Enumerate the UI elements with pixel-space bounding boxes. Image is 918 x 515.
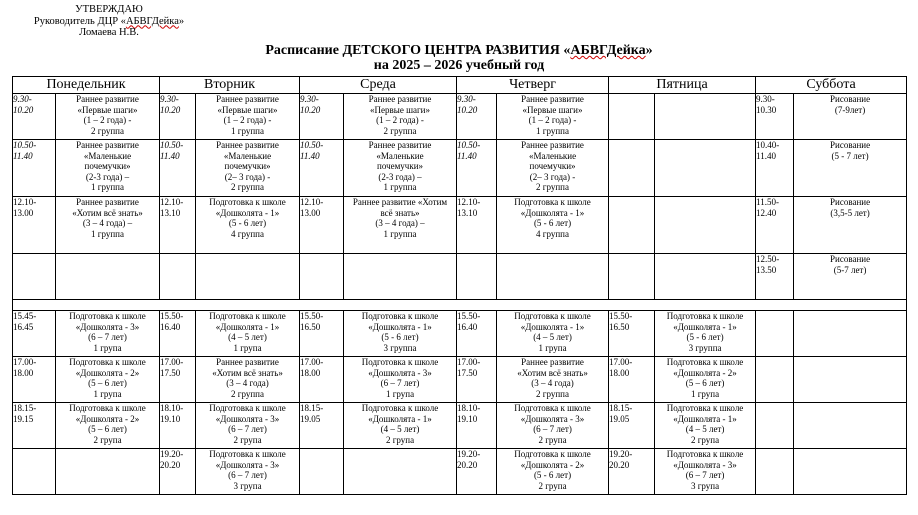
activity-line: почемучки» <box>224 161 271 171</box>
time-cell <box>609 140 655 197</box>
activity-line: (4 – 5 лет) <box>380 424 420 434</box>
activity-cell <box>56 197 160 254</box>
activity-line: (5 - 6 лет) <box>381 332 419 342</box>
activity-line: Рисование <box>830 94 871 104</box>
activity-line: 1 группа <box>383 228 417 239</box>
activity-cell <box>344 140 457 197</box>
activity-line: (2– 3 года) - <box>224 171 271 182</box>
schedule-row <box>13 403 907 449</box>
activity-line: (6 – 7 лет) <box>685 470 725 480</box>
time-cell: 17.00- 18.00 <box>300 357 344 403</box>
activity-cell <box>497 357 609 403</box>
time-cell <box>300 254 344 300</box>
schedule-body <box>13 94 907 495</box>
activity-line: «Маленькие <box>83 150 132 161</box>
activity-line: (5 - 6 лет) <box>686 332 724 342</box>
activity-line: 2 група <box>93 434 122 445</box>
activity-cell <box>196 254 300 300</box>
activity-line: 2 група <box>233 434 262 445</box>
activity-cell <box>794 403 907 449</box>
approval-block <box>24 4 194 39</box>
activity-line: 1 група <box>93 342 122 353</box>
time-cell: 19.20- 20.20 <box>160 449 196 495</box>
activity-line: (6 – 7 лет) <box>228 424 267 434</box>
time-cell: 18.15- 19.05 <box>300 403 344 449</box>
activity-line: «Дошколята - 1» <box>673 321 737 332</box>
activity-cell <box>655 403 756 449</box>
activity-line: Раннее развитие <box>521 357 584 367</box>
activity-line: Подготовка к школе <box>209 403 286 413</box>
time-cell <box>609 94 655 140</box>
activity-cell <box>794 197 907 254</box>
time-cell <box>13 254 56 300</box>
activity-line: (7-9лет) <box>834 104 866 115</box>
activity-cell <box>196 403 300 449</box>
time-cell: 12.10- 13.10 <box>457 197 497 254</box>
activity-line: 2 група <box>385 434 415 445</box>
activity-cell <box>56 403 160 449</box>
activity-line: Раннее развитие <box>76 94 139 104</box>
time-cell: 11.50- 12.40 <box>756 197 794 254</box>
activity-line: 3 группа <box>383 342 417 353</box>
activity-cell <box>497 311 609 357</box>
activity-line: (5 - 7 лет) <box>831 150 869 161</box>
time-cell: 10.50- 11.40 <box>457 140 497 197</box>
schedule-row <box>13 449 907 495</box>
activity-line: «Дошколята - 1» <box>368 321 432 332</box>
time-cell: 18.15- 19.15 <box>13 403 56 449</box>
time-cell: 9.30- 10.20 <box>300 94 344 140</box>
activity-cell <box>655 197 756 254</box>
activity-cell <box>56 311 160 357</box>
activity-line: 2 группа <box>383 125 417 136</box>
activity-cell <box>497 403 609 449</box>
activity-cell <box>344 94 457 140</box>
activity-cell <box>196 449 300 495</box>
activity-cell <box>56 94 160 140</box>
activity-line: (5 - 6 лет) <box>533 470 572 480</box>
time-cell: 12.10- 13.00 <box>13 197 56 254</box>
activity-line: (6 – 7 лет) <box>380 378 420 388</box>
activity-line: «Хотим всё знать» <box>212 367 283 378</box>
title-center-name: АБВГДейка <box>570 43 646 58</box>
activity-line: 2 група <box>538 480 567 491</box>
approval-line2-suffix: » <box>178 15 185 27</box>
time-cell: 17.00- 17.50 <box>160 357 196 403</box>
activity-cell <box>56 254 160 300</box>
activity-cell <box>196 94 300 140</box>
activity-cell <box>344 449 457 495</box>
time-cell: 9.30- 10.20 <box>13 94 56 140</box>
activity-line: (6 – 7 лет) <box>88 332 127 342</box>
activity-cell <box>196 140 300 197</box>
activity-line: 1 група <box>690 388 720 399</box>
schedule-row <box>13 197 907 254</box>
activity-line: Раннее развитие <box>368 94 432 104</box>
activity-line: Подготовка к школе <box>209 311 286 321</box>
activity-line: «Дошколята - 2» <box>75 367 140 378</box>
activity-line: (5 – 6 лет) <box>88 424 127 434</box>
day-header-thu: Четверг <box>457 77 609 94</box>
activity-line: «Дошколята - 1» <box>520 321 585 332</box>
time-cell: 10.50- 11.40 <box>13 140 56 197</box>
activity-cell <box>56 140 160 197</box>
time-cell: 15.50- 16.50 <box>300 311 344 357</box>
activity-line: 1 группа <box>91 182 124 192</box>
days-header-row <box>13 77 907 94</box>
activity-line: почемучки» <box>84 161 131 171</box>
activity-line: 2 группа <box>231 182 264 192</box>
activity-line: (4 – 5 лет) <box>685 424 725 434</box>
title-suffix: » <box>645 43 653 58</box>
day-header-mon: Понедельник <box>13 77 160 94</box>
activity-line: Раннее развитие <box>216 140 279 150</box>
activity-line: (5 – 6 лет) <box>88 378 127 388</box>
schedule-table <box>12 76 907 495</box>
activity-cell <box>497 94 609 140</box>
activity-cell <box>655 311 756 357</box>
activity-cell <box>655 254 756 300</box>
activity-line: Подготовка к школе <box>69 311 146 321</box>
approval-line2 <box>24 16 194 28</box>
activity-cell <box>56 449 160 495</box>
page-title <box>0 43 918 73</box>
time-cell: 15.45- 16.45 <box>13 311 56 357</box>
activity-cell <box>794 449 907 495</box>
activity-line: «Маленькие <box>376 150 424 161</box>
activity-cell <box>655 140 756 197</box>
activity-cell <box>655 94 756 140</box>
activity-line: (2– 3 года) - <box>529 171 576 182</box>
activity-line: Подготовка к школе <box>514 403 591 413</box>
activity-line: «Дошколята - 1» <box>368 413 432 424</box>
activity-line: (1 – 2 года) - <box>528 115 577 125</box>
activity-line: «Первые шаги» <box>217 104 278 115</box>
activity-line: «Первые шаги» <box>77 104 138 115</box>
time-cell: 10.50- 11.40 <box>300 140 344 197</box>
activity-line: Подготовка к школе <box>514 311 591 321</box>
activity-line: почемучки» <box>377 161 424 171</box>
activity-line: Подготовка к школе <box>666 311 744 321</box>
activity-line: (1 – 2 года) - <box>376 115 424 125</box>
activity-line: «Дошколята - 1» <box>673 413 737 424</box>
activity-line: «Дошколята - 3» <box>215 459 280 470</box>
time-cell: 15.50- 16.50 <box>609 311 655 357</box>
activity-line: «Дошколята - 2» <box>520 459 585 470</box>
activity-line: «Дошколята - 1» <box>215 321 280 332</box>
day-header-wed: Среда <box>300 77 457 94</box>
schedule-row <box>13 254 907 300</box>
activity-line: (1 – 2 года) - <box>83 115 132 125</box>
activity-line: «Дошколята - 1» <box>215 207 280 218</box>
activity-line: (1 – 2 года) - <box>223 115 272 125</box>
activity-line: 3 группа <box>688 342 722 353</box>
activity-cell <box>794 140 907 197</box>
time-cell: 18.10- 19.10 <box>160 403 196 449</box>
activity-line: Рисование <box>830 140 871 150</box>
activity-cell <box>497 254 609 300</box>
day-header-sat: Суббота <box>756 77 907 94</box>
activity-line: (3 – 4 года) <box>531 378 574 388</box>
time-cell: 15.50- 16.40 <box>160 311 196 357</box>
title-line1 <box>0 43 918 58</box>
activity-line: (4 – 5 лет) <box>533 332 572 342</box>
time-cell <box>756 357 794 403</box>
activity-line: 1 группа <box>231 125 264 136</box>
activity-line: Подготовка к школе <box>666 357 744 367</box>
activity-line: 1 группа <box>91 228 124 239</box>
time-cell <box>609 197 655 254</box>
activity-cell <box>344 197 457 254</box>
time-cell <box>457 254 497 300</box>
activity-cell <box>655 449 756 495</box>
activity-line: 1 група <box>93 388 122 399</box>
time-cell: 15.50- 16.40 <box>457 311 497 357</box>
activity-line: «Первые шаги» <box>522 104 583 115</box>
activity-cell <box>794 94 907 140</box>
time-cell: 18.15- 19.05 <box>609 403 655 449</box>
activity-line: 2 группа <box>536 388 569 399</box>
time-cell: 9.30- 10.30 <box>756 94 794 140</box>
schedule-row <box>13 311 907 357</box>
activity-cell <box>794 357 907 403</box>
activity-line: «Дошколята - 2» <box>673 367 737 378</box>
time-cell: 12.10- 13.10 <box>160 197 196 254</box>
activity-line: Раннее развитие <box>368 140 432 150</box>
activity-line: 2 група <box>538 434 567 445</box>
time-cell <box>609 254 655 300</box>
separator-cell <box>13 300 907 311</box>
day-header-tue: Вторник <box>160 77 300 94</box>
activity-cell <box>497 197 609 254</box>
activity-line: «Хотим всё знать» <box>517 367 588 378</box>
activity-cell <box>56 357 160 403</box>
time-cell: 10.40- 11.40 <box>756 140 794 197</box>
time-cell: 12.10- 13.00 <box>300 197 344 254</box>
time-cell: 9.30- 10.20 <box>160 94 196 140</box>
activity-line: «Маленькие <box>223 150 272 161</box>
time-cell: 10.50- 11.40 <box>160 140 196 197</box>
time-cell: 17.00- 18.00 <box>609 357 655 403</box>
activity-line: 1 група <box>538 342 567 353</box>
activity-line: всё знать» <box>380 207 420 218</box>
activity-line: 4 группа <box>536 228 569 239</box>
time-cell <box>160 254 196 300</box>
time-cell <box>756 449 794 495</box>
activity-line: «Дошколята - 3» <box>75 321 140 332</box>
activity-cell <box>344 254 457 300</box>
time-cell <box>300 449 344 495</box>
activity-line: Раннее развитие <box>521 140 584 150</box>
activity-line: Раннее развитие <box>216 357 279 367</box>
activity-line: «Дошколята - 3» <box>673 459 737 470</box>
activity-line: (2-3 года) – <box>378 171 422 182</box>
activity-line: «Маленькие <box>528 150 577 161</box>
activity-line: Подготовка к школе <box>666 449 744 459</box>
activity-line: Подготовка к школе <box>361 311 439 321</box>
activity-line: почемучки» <box>529 161 576 171</box>
activity-line: (3 – 4 года) <box>226 378 269 388</box>
activity-line: Подготовка к школе <box>514 449 591 459</box>
schedule-row <box>13 94 907 140</box>
activity-line: Подготовка к школе <box>69 403 146 413</box>
activity-cell <box>196 197 300 254</box>
activity-line: Раннее развитие <box>216 94 279 104</box>
activity-cell <box>794 311 907 357</box>
activity-cell <box>655 357 756 403</box>
activity-line: «Дошколята - 3» <box>368 367 432 378</box>
activity-cell <box>196 311 300 357</box>
activity-line: Подготовка к школе <box>209 197 286 207</box>
activity-cell <box>344 311 457 357</box>
approval-line1: УТВЕРЖДАЮ <box>75 4 143 15</box>
day-header-fri: Пятница <box>609 77 756 94</box>
activity-line: Раннее развитие «Хотим <box>352 197 448 207</box>
activity-line: 2 група <box>690 434 720 445</box>
activity-line: (5 - 6 лет) <box>228 218 267 228</box>
approval-line2-prefix: Руководитель ДЦР « <box>33 15 126 27</box>
activity-line: (3,5-5 лет) <box>830 207 870 218</box>
time-cell: 17.00- 17.50 <box>457 357 497 403</box>
activity-line: 2 группа <box>536 182 569 192</box>
activity-line: 1 група <box>385 388 415 399</box>
activity-line: 2 группа <box>91 125 124 136</box>
time-cell: 17.00- 18.00 <box>13 357 56 403</box>
schedule-row <box>13 140 907 197</box>
activity-cell <box>794 254 907 300</box>
title-prefix: Расписание ДЕТСКОГО ЦЕНТРА РАЗВИТИЯ « <box>265 43 571 58</box>
activity-line: (5 - 6 лет) <box>533 218 572 228</box>
activity-line: (6 – 7 лет) <box>533 424 572 434</box>
activity-line: Подготовка к школе <box>666 403 744 413</box>
time-cell: 19.20- 20.20 <box>457 449 497 495</box>
activity-line: Подготовка к школе <box>361 403 439 413</box>
activity-cell <box>497 140 609 197</box>
time-cell: 9.30- 10.20 <box>457 94 497 140</box>
activity-line: Подготовка к школе <box>209 449 286 459</box>
activity-line: Подготовка к школе <box>361 357 439 367</box>
activity-line: 1 группа <box>536 125 569 136</box>
activity-line: Раннее развитие <box>521 94 584 104</box>
activity-line: Раннее развитие <box>76 197 139 207</box>
approval-line3: Ломаева Н.В. <box>79 27 139 38</box>
activity-line: Рисование <box>830 254 871 264</box>
activity-line: 3 група <box>690 480 720 491</box>
time-cell: 19.20- 20.20 <box>609 449 655 495</box>
activity-line: 1 група <box>233 342 262 353</box>
activity-line: «Дошколята - 1» <box>520 207 585 218</box>
activity-line: (4 – 5 лет) <box>228 332 267 342</box>
activity-line: 3 група <box>233 480 262 491</box>
activity-line: «Дошколята - 2» <box>75 413 140 424</box>
activity-line: «Дошколята - 3» <box>215 413 280 424</box>
activity-line: Подготовка к школе <box>69 357 146 367</box>
time-cell: 18.10- 19.10 <box>457 403 497 449</box>
activity-line: «Первые шаги» <box>370 104 430 115</box>
activity-line: Рисование <box>830 197 871 207</box>
activity-line: (5-7 лет) <box>833 264 867 275</box>
activity-line: 2 группа <box>231 388 264 399</box>
activity-line: Раннее развитие <box>76 140 139 150</box>
activity-line: (6 – 7 лет) <box>228 470 267 480</box>
title-line2: на 2025 – 2026 учебный год <box>373 58 545 73</box>
schedule-row <box>13 357 907 403</box>
activity-line: (3 – 4 года) – <box>375 218 425 228</box>
activity-line: 4 группа <box>231 228 264 239</box>
activity-line: (5 – 6 лет) <box>685 378 725 388</box>
time-cell <box>756 403 794 449</box>
activity-line: «Хотим всё знать» <box>72 207 143 218</box>
activity-cell <box>344 357 457 403</box>
time-cell <box>756 311 794 357</box>
separator-row <box>13 300 907 311</box>
activity-cell <box>196 357 300 403</box>
activity-line: 1 группа <box>383 182 417 192</box>
activity-line: (2-3 года) – <box>85 171 130 182</box>
activity-cell <box>344 403 457 449</box>
activity-line: Подготовка к школе <box>514 197 591 207</box>
activity-line: (3 – 4 года) – <box>82 218 133 228</box>
activity-line: «Дошколята - 3» <box>520 413 585 424</box>
time-cell <box>13 449 56 495</box>
approval-center-name: АБВГДейка <box>125 15 179 27</box>
time-cell: 12.50- 13.50 <box>756 254 794 300</box>
activity-cell <box>497 449 609 495</box>
